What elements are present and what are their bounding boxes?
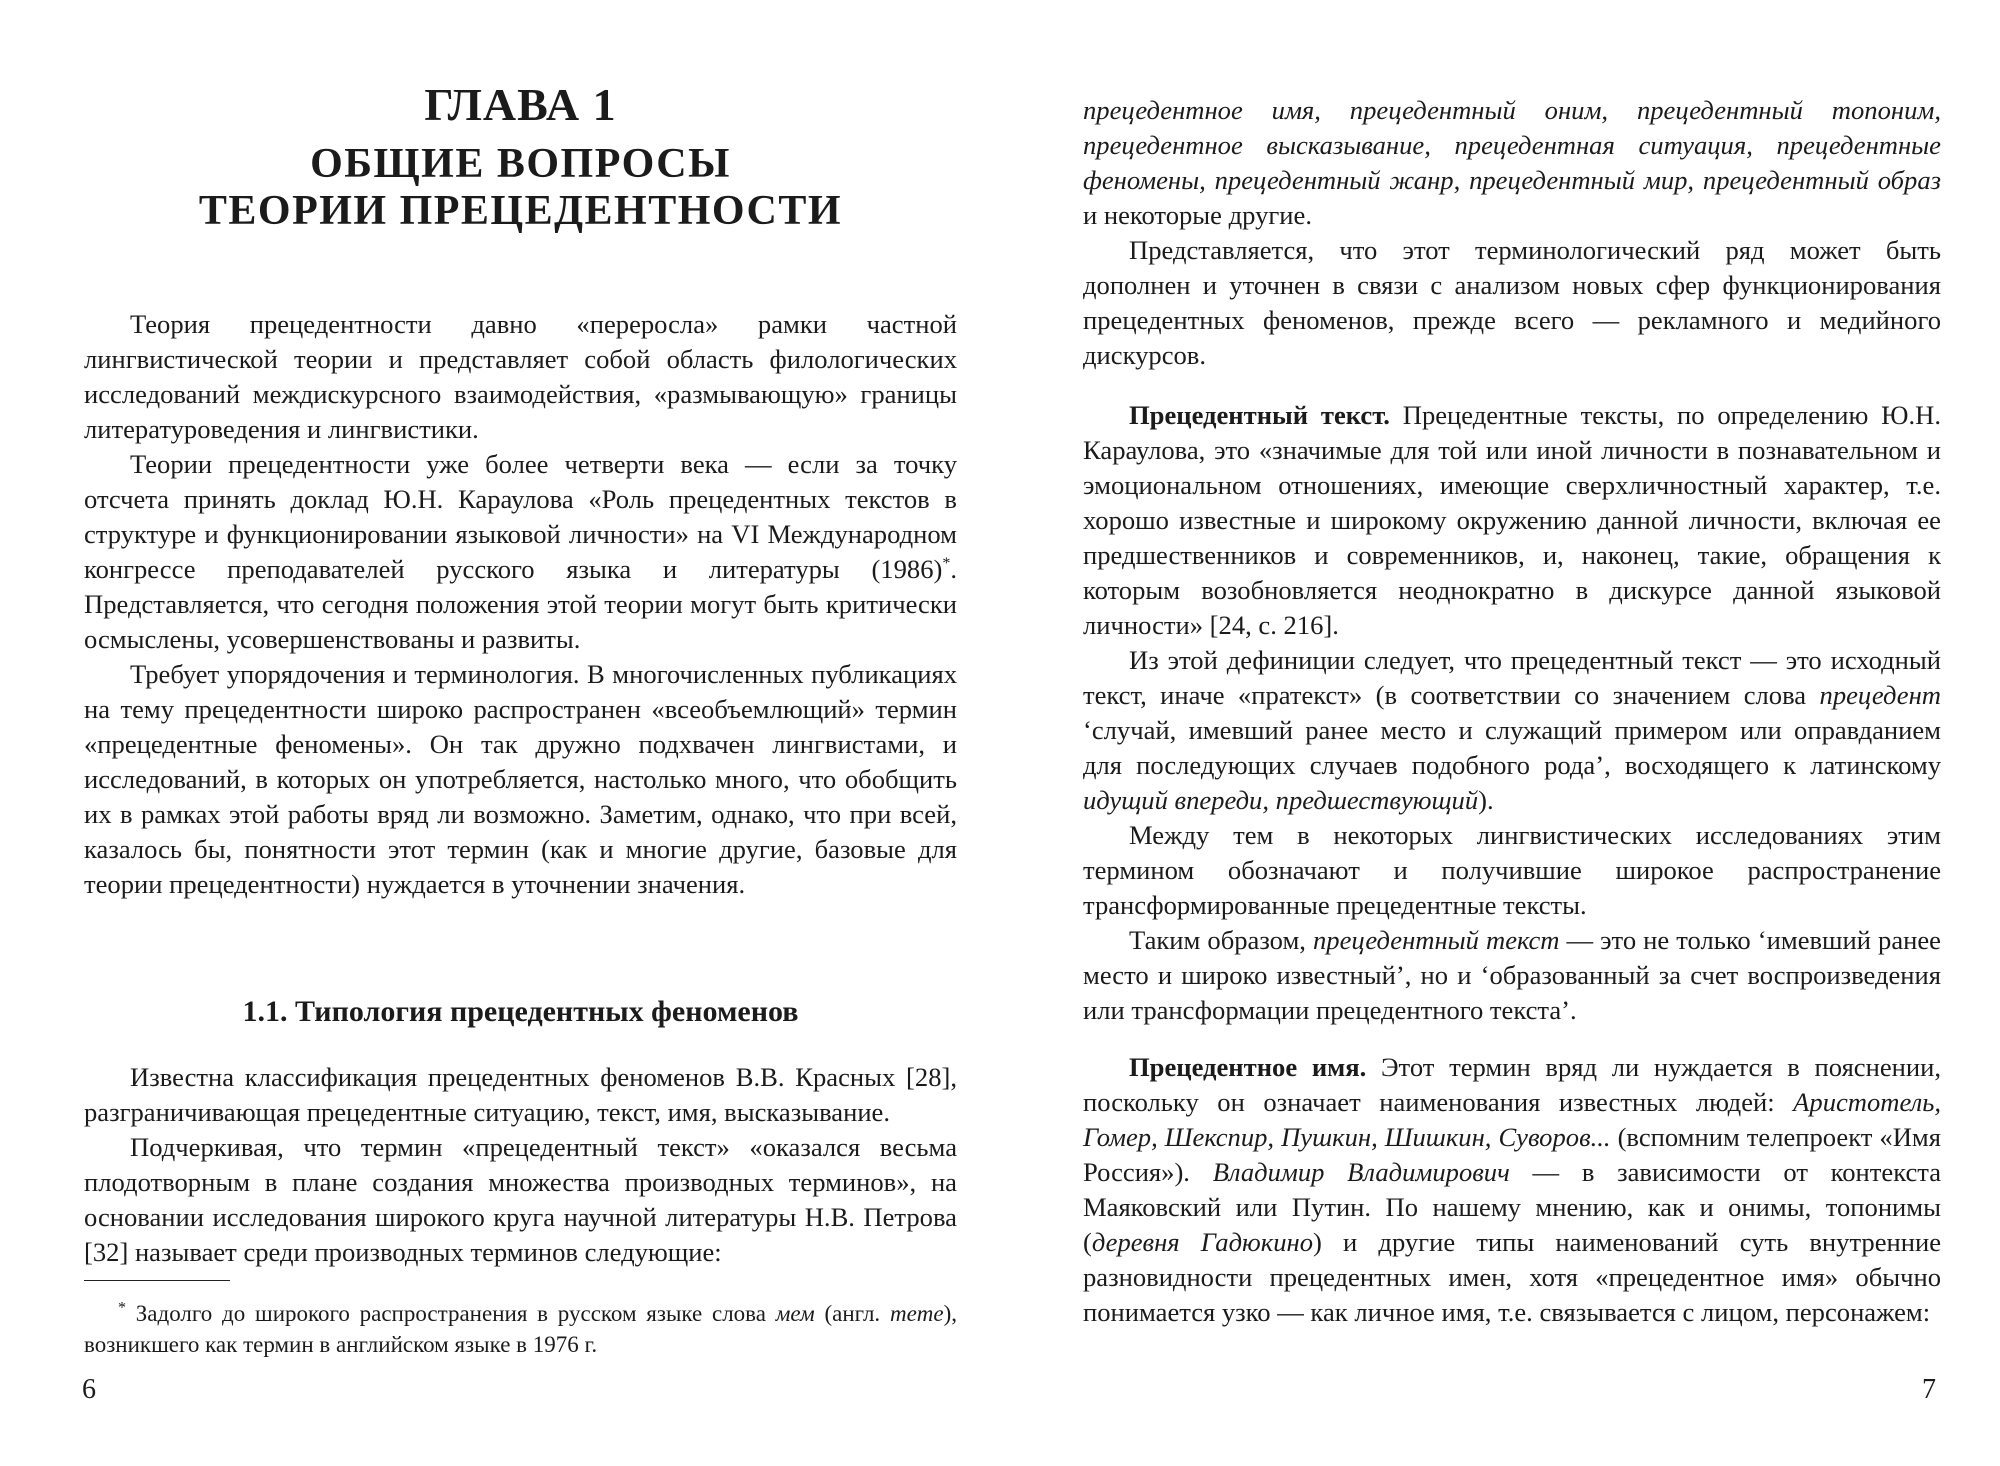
footnote-separator (84, 1280, 230, 1281)
footnote-marker: * (118, 1299, 126, 1317)
chapter-title: ГЛАВА 1 (424, 79, 617, 130)
paragraph: прецедентное имя, прецедентный оним, прецедентный топоним, прецедентное высказывание, прецедентная ситуация, прецедентные феномены, прецедентный жанр, прецедентный мир, прецедентный образ и некоторые другие. (1083, 95, 1941, 230)
left-body-block2 (84, 1060, 957, 1270)
term-label: Прецедентный текст. (1129, 400, 1390, 430)
paragraph: Прецедентный текст. Прецедентные тексты, по определению Ю.Н. Караулова, это «значимые для той или иной личности в познавательном и эмоциональном отношениях, имеющие сверхличностный характер, т.е. хорошо известные и широкому окружению данной личности, включая ее предшественников и современников, и, наконец, такие, обращения к которым возобновляется неоднократно в дискурсе данной языковой личности» [24, с. 216]. (1083, 400, 1942, 640)
left-body-block1 (84, 307, 957, 902)
paragraph: Известна классификация прецедентных феноменов В.В. Красных [28], разграничивающая прецедентные ситуацию, текст, имя, высказывание. (84, 1062, 957, 1127)
paragraph: Таким образом, прецедентный текст — это не только ‘имевший ранее место и широко известный’, но и ‘образованный за счет воспроизведения или трансформации прецедентного текста’. (1083, 925, 1941, 1025)
right-body-block3 (1083, 1050, 1941, 1330)
paragraph: Требует упорядочения и терминология. В многочисленных публикациях на тему прецедентности широко распространен «всеобъемлющий» термин «прецедентные феномены». Он так дружно подхвачен лингвистами, и исследований, в которых он употребляется, настолько много, что обобщить их в рамках этой работы вряд ли возможно. Заметим, однако, что при всей, казалось бы, понятности этот термин (как и многие другие, базовые для теории прецедентности) нуждается в уточнении значения. (84, 659, 957, 899)
paragraph: Из этой дефиниции следует, что прецедентный текст — это исходный текст, иначе «пратекст» (в соответствии со значением слова прецедент ‘случай, имевший ранее место и служащий примером или оправданием для последующих случаев подобного рода’, восходящего к латинскому идущий впереди, предшествующий). (1083, 645, 1941, 815)
paragraph: Представляется, что этот терминологический ряд может быть дополнен и уточнен в связи с анализом новых сфер функционирования прецедентных феноменов, прежде всего — рекламного и медийного дискурсов. (1083, 235, 1941, 370)
paragraph: Подчеркивая, что термин «прецедентный текст» «оказался весьма плодотворным в плане создания множества производных терминов», на основании исследования широкого круга научной литературы Н.В. Петрова [32] называет среди производных терминов следующие: (84, 1132, 957, 1267)
page-number: 6 (82, 1374, 96, 1405)
paragraph: Прецедентное имя. Этот термин вряд ли нуждается в пояснении, поскольку он означает наименования известных людей: Аристотель, Гомер, Шекспир, Пушкин, Шишкин, Суворов... (вспомним телепроект «Имя Россия»). Владимир Владимирович — в зависимости от контекста Маяковский или Путин. По нашему мнению, как и онимы, топонимы (деревня Гадюкино) и другие типы наименований суть внутренние разновидности прецедентных имен, хотя «прецедентное имя» обычно понимается узко — как личное имя, т.е. связывается с лицом, персонажем: (1083, 1052, 1942, 1327)
section-heading: 1.1. Типология прецедентных феноменов (242, 995, 799, 1028)
right-body-block1 (1083, 93, 1941, 373)
chapter-subtitle-line2: ТЕОРИИ ПРЕЦЕДЕНТНОСТИ (198, 188, 843, 234)
term-label: Прецедентное имя. (1129, 1052, 1367, 1082)
paragraph: Теория прецедентности давно «переросла» рамки частной лингвистической теории и представляет собой область филологических исследований междискурсного взаимодействия, «размывающую» границы литературоведения и лингвистики. (84, 309, 957, 444)
chapter-subtitle-line1: ОБЩИЕ ВОПРОСЫ (310, 141, 731, 187)
right-body-block2 (1083, 398, 1941, 1028)
paragraph: Теории прецедентности уже более четверти века — если за точку отсчета принять доклад Ю.Н. Караулова «Роль прецедентных текстов в структуре и функционировании языковой личности» на VI Международном конгрессе преподавателей русского языка и литературы (1986)*. Представляется, что сегодня положения этой теории могут быть критически осмыслены, усовершенствованы и развиты. (84, 449, 957, 654)
footnote: * Задолго до широкого распространения в русском языке слова мем (англ. meme), возникшего как термин в английском языке в 1976 г. (84, 1299, 958, 1357)
page-number: 7 (1922, 1374, 1936, 1405)
right-page (1000, 0, 2000, 1466)
footnote-marker: * (942, 555, 951, 573)
paragraph: Между тем в некоторых лингвистических исследованиях этим термином обозначают и получившие широкое распространение трансформированные прецедентные тексты. (1083, 820, 1941, 920)
